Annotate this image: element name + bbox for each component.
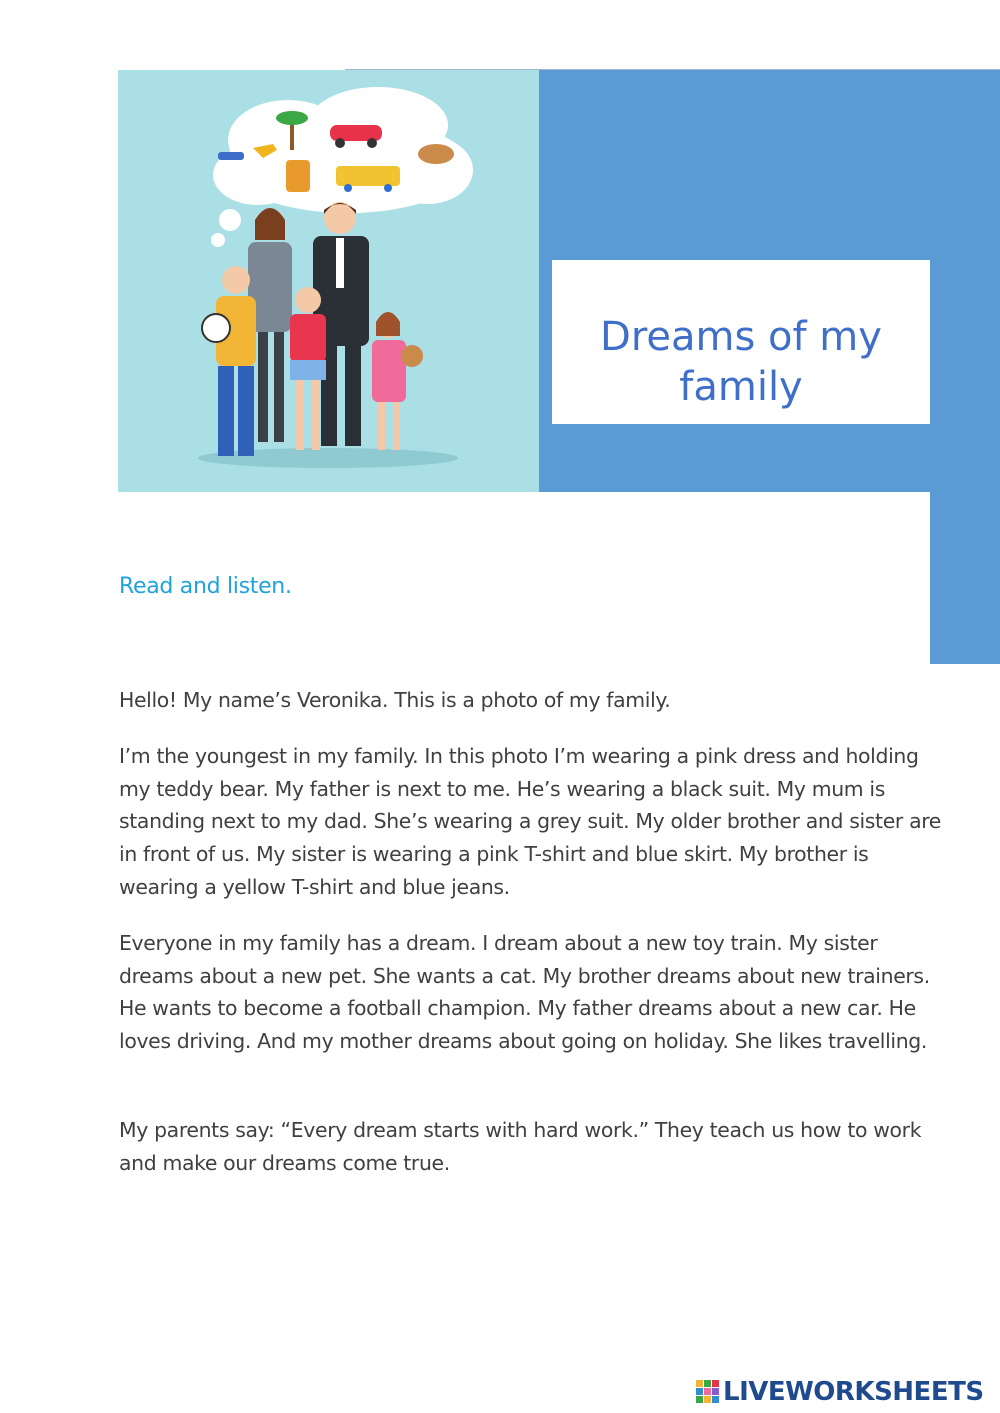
paragraph-dreams: Everyone in my family has a dream. I dream about a new toy train. My sister dreams about a new pet. She wants a cat. My brother dreams about new trainers. He wants to become a football champion. My father dreams about a new car. He loves driving. And my mother dreams about going on holiday. She likes travelling. bbox=[119, 931, 930, 1054]
paragraph-conclusion: My parents say: “Every dream starts with hard work.” They teach us how to work and make our dreams come true. bbox=[119, 1118, 922, 1175]
liveworksheets-logo[interactable] bbox=[696, 1372, 984, 1412]
liveworksheets-logo-icon bbox=[696, 1378, 720, 1406]
paragraph-intro: Hello! My name’s Veronika. This is a photo of my family. bbox=[119, 688, 671, 712]
paragraph-description: I’m the youngest in my family. In this photo I’m wearing a pink dress and holding my teddy bear. My father is next to me. He’s wearing a black suit. My mum is standing next to my dad. She’s wearing a grey suit. My older brother and sister are in front of us. My sister is wearing a pink T-shirt and blue skirt. My brother is wearing a yellow T-shirt and blue jeans. bbox=[119, 744, 941, 899]
side-blue-strip bbox=[930, 490, 1000, 664]
family-dream-icon bbox=[118, 70, 539, 492]
family-illustration bbox=[118, 70, 539, 492]
instruction-text: Read and listen. bbox=[119, 574, 292, 599]
title-box bbox=[552, 260, 930, 424]
page-title: Dreams of my family bbox=[600, 314, 882, 410]
logo-text: LIVEWORKSHEETS bbox=[723, 1377, 984, 1407]
